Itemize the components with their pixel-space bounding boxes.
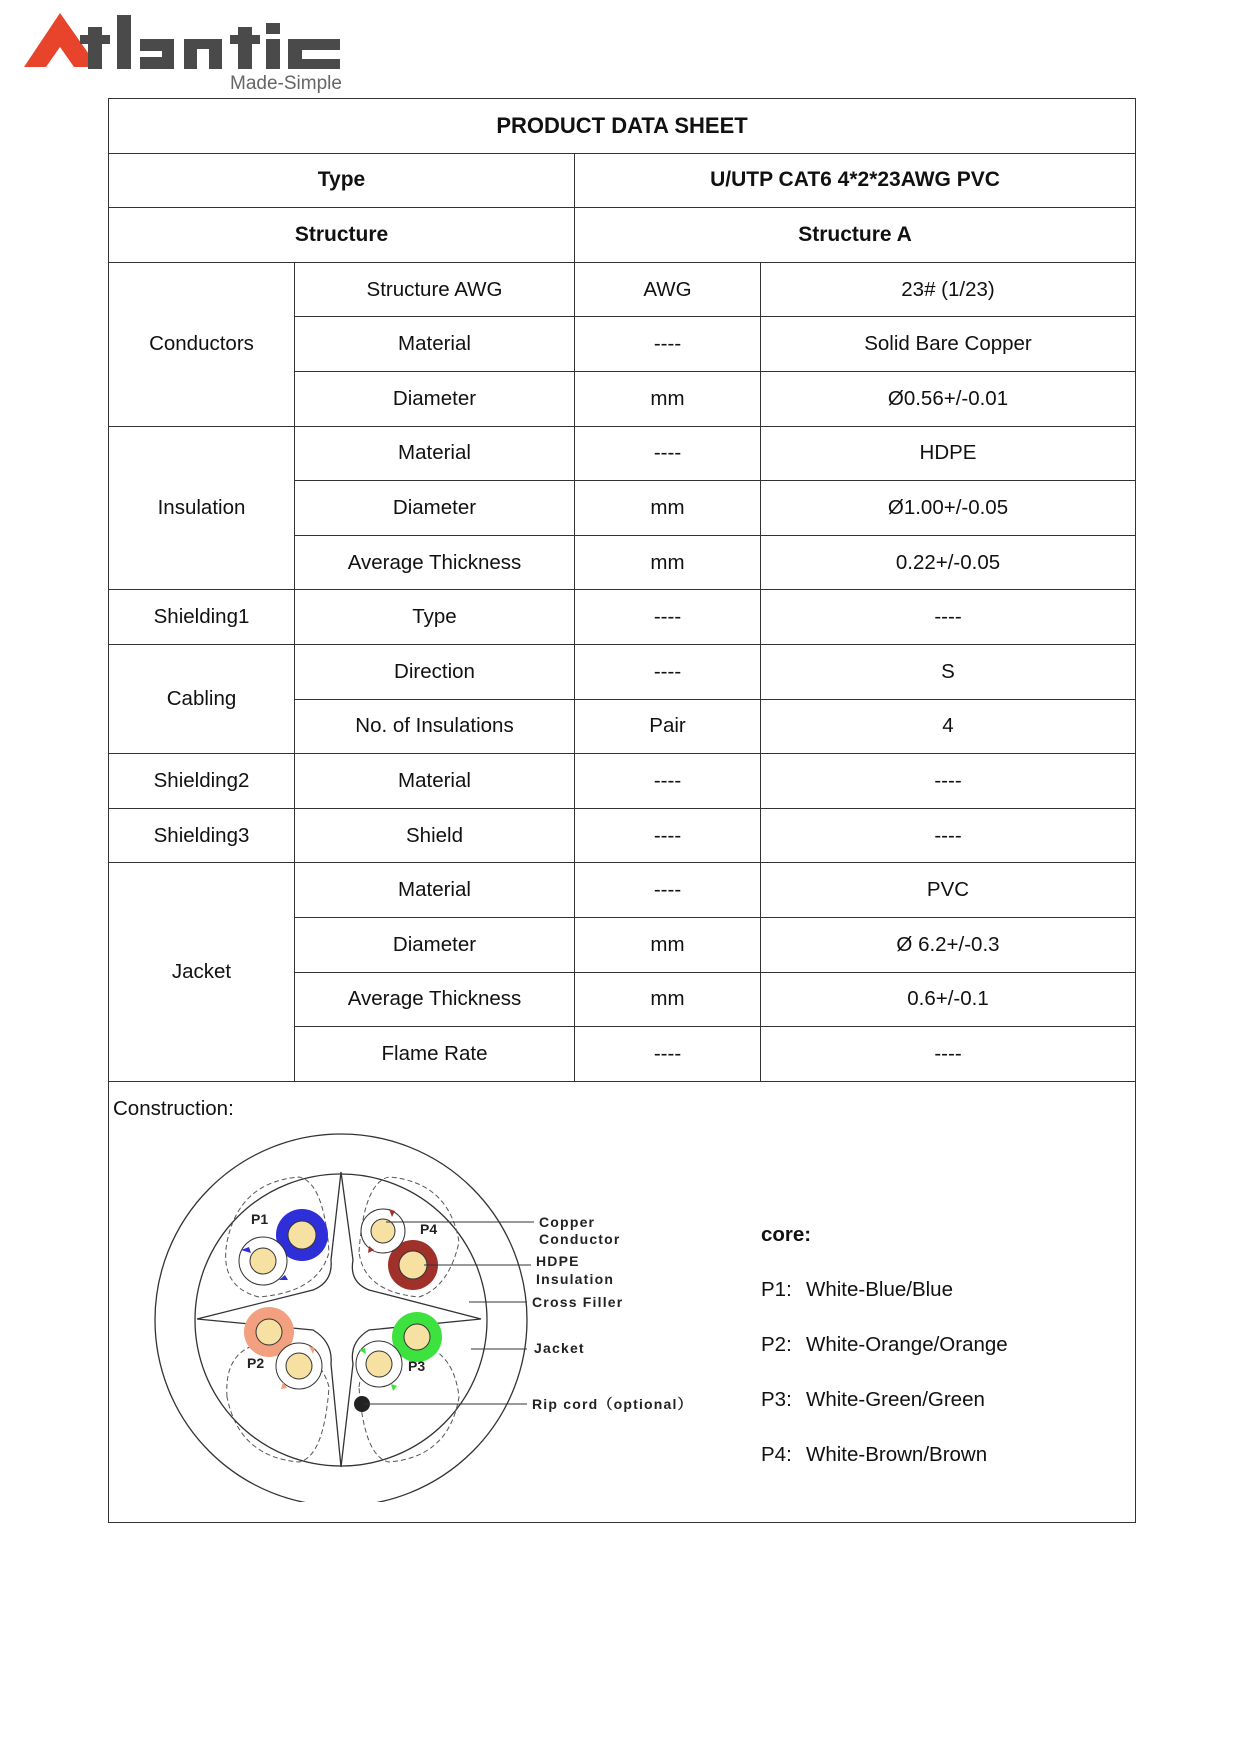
core-pair: P1: (761, 1277, 792, 1301)
row-item: Diameter (295, 481, 575, 536)
construction-cell (109, 1081, 1136, 1522)
row-unit: ---- (575, 1027, 761, 1082)
core-legend (761, 1207, 1008, 1482)
group-insulation: Insulation (109, 426, 295, 590)
callout-copper: Copper (539, 1213, 596, 1230)
row-value: ---- (761, 1027, 1136, 1082)
type-value: U/UTP CAT6 4*2*23AWG PVC (575, 153, 1136, 208)
core-row (761, 1372, 1008, 1427)
row-value: ---- (761, 808, 1136, 863)
core-row (761, 1262, 1008, 1317)
group-jacket: Jacket (109, 863, 295, 1081)
pair-label-p3: P3 (408, 1357, 426, 1374)
callout-conductor: Conductor (539, 1230, 621, 1247)
row-item: Shield (295, 808, 575, 863)
logo-tagline: Made-Simple (230, 73, 342, 94)
core-colors: White-Blue/Blue (806, 1277, 953, 1301)
row-unit: mm (575, 371, 761, 426)
row-value: 23# (1/23) (761, 262, 1136, 317)
type-label: Type (109, 153, 575, 208)
pair-p3 (356, 1312, 442, 1391)
pair-label-p2: P2 (247, 1354, 265, 1371)
row-item: Average Thickness (295, 972, 575, 1027)
sheet-title: PRODUCT DATA SHEET (109, 99, 1136, 154)
row-item: Material (295, 317, 575, 372)
group-shielding2: Shielding2 (109, 754, 295, 809)
core-row (761, 1427, 1008, 1482)
core-pair: P4: (761, 1442, 792, 1466)
atlantic-logo (22, 5, 367, 95)
callout-insulation: Insulation (536, 1270, 615, 1287)
core-pair: P2: (761, 1332, 792, 1356)
row-item: Material (295, 863, 575, 918)
row-item: Average Thickness (295, 535, 575, 590)
row-value: Solid Bare Copper (761, 317, 1136, 372)
row-value: Ø1.00+/-0.05 (761, 481, 1136, 536)
row-unit: mm (575, 481, 761, 536)
product-data-sheet (108, 98, 1136, 1523)
row-value: ---- (761, 754, 1136, 809)
core-colors: White-Brown/Brown (806, 1442, 988, 1466)
row-value: Ø 6.2+/-0.3 (761, 917, 1136, 972)
row-unit: ---- (575, 317, 761, 372)
core-title: core: (761, 1222, 812, 1246)
row-unit: mm (575, 917, 761, 972)
group-conductors: Conductors (109, 262, 295, 426)
row-item: Structure AWG (295, 262, 575, 317)
row-unit: ---- (575, 863, 761, 918)
row-item: Diameter (295, 917, 575, 972)
row-value: S (761, 644, 1136, 699)
pair-label-p1: P1 (251, 1210, 269, 1227)
structure-value: Structure A (575, 208, 1136, 263)
pair-label-p4: P4 (420, 1220, 438, 1237)
row-unit: ---- (575, 590, 761, 645)
callout-hdpe: HDPE (536, 1252, 580, 1269)
core-pair: P3: (761, 1387, 792, 1411)
pair-p2 (244, 1307, 322, 1389)
callout-cross-filler: Cross Filler (532, 1293, 624, 1310)
construction-label: Construction: (113, 1096, 234, 1120)
row-item: Flame Rate (295, 1027, 575, 1082)
core-colors: White-Green/Green (806, 1387, 985, 1411)
row-unit: ---- (575, 808, 761, 863)
row-item: Type (295, 590, 575, 645)
row-unit: ---- (575, 754, 761, 809)
callout-jacket: Jacket (534, 1339, 585, 1356)
group-shielding3: Shielding3 (109, 808, 295, 863)
row-item: Material (295, 426, 575, 481)
row-item: Diameter (295, 371, 575, 426)
row-item: No. of Insulations (295, 699, 575, 754)
row-value: 0.6+/-0.1 (761, 972, 1136, 1027)
structure-label: Structure (109, 208, 575, 263)
row-unit: ---- (575, 644, 761, 699)
row-unit: Pair (575, 699, 761, 754)
row-item: Direction (295, 644, 575, 699)
row-value: PVC (761, 863, 1136, 918)
core-row (761, 1317, 1008, 1372)
callout-rip-cord: Rip cord（optional） (532, 1395, 693, 1412)
row-value: Ø0.56+/-0.01 (761, 371, 1136, 426)
row-unit: mm (575, 535, 761, 590)
row-value: ---- (761, 590, 1136, 645)
group-shielding1: Shielding1 (109, 590, 295, 645)
row-unit: AWG (575, 262, 761, 317)
core-colors: White-Orange/Orange (806, 1332, 1008, 1356)
row-unit: ---- (575, 426, 761, 481)
row-item: Material (295, 754, 575, 809)
group-cabling: Cabling (109, 644, 295, 753)
row-value: 4 (761, 699, 1136, 754)
row-value: HDPE (761, 426, 1136, 481)
row-value: 0.22+/-0.05 (761, 535, 1136, 590)
row-unit: mm (575, 972, 761, 1027)
